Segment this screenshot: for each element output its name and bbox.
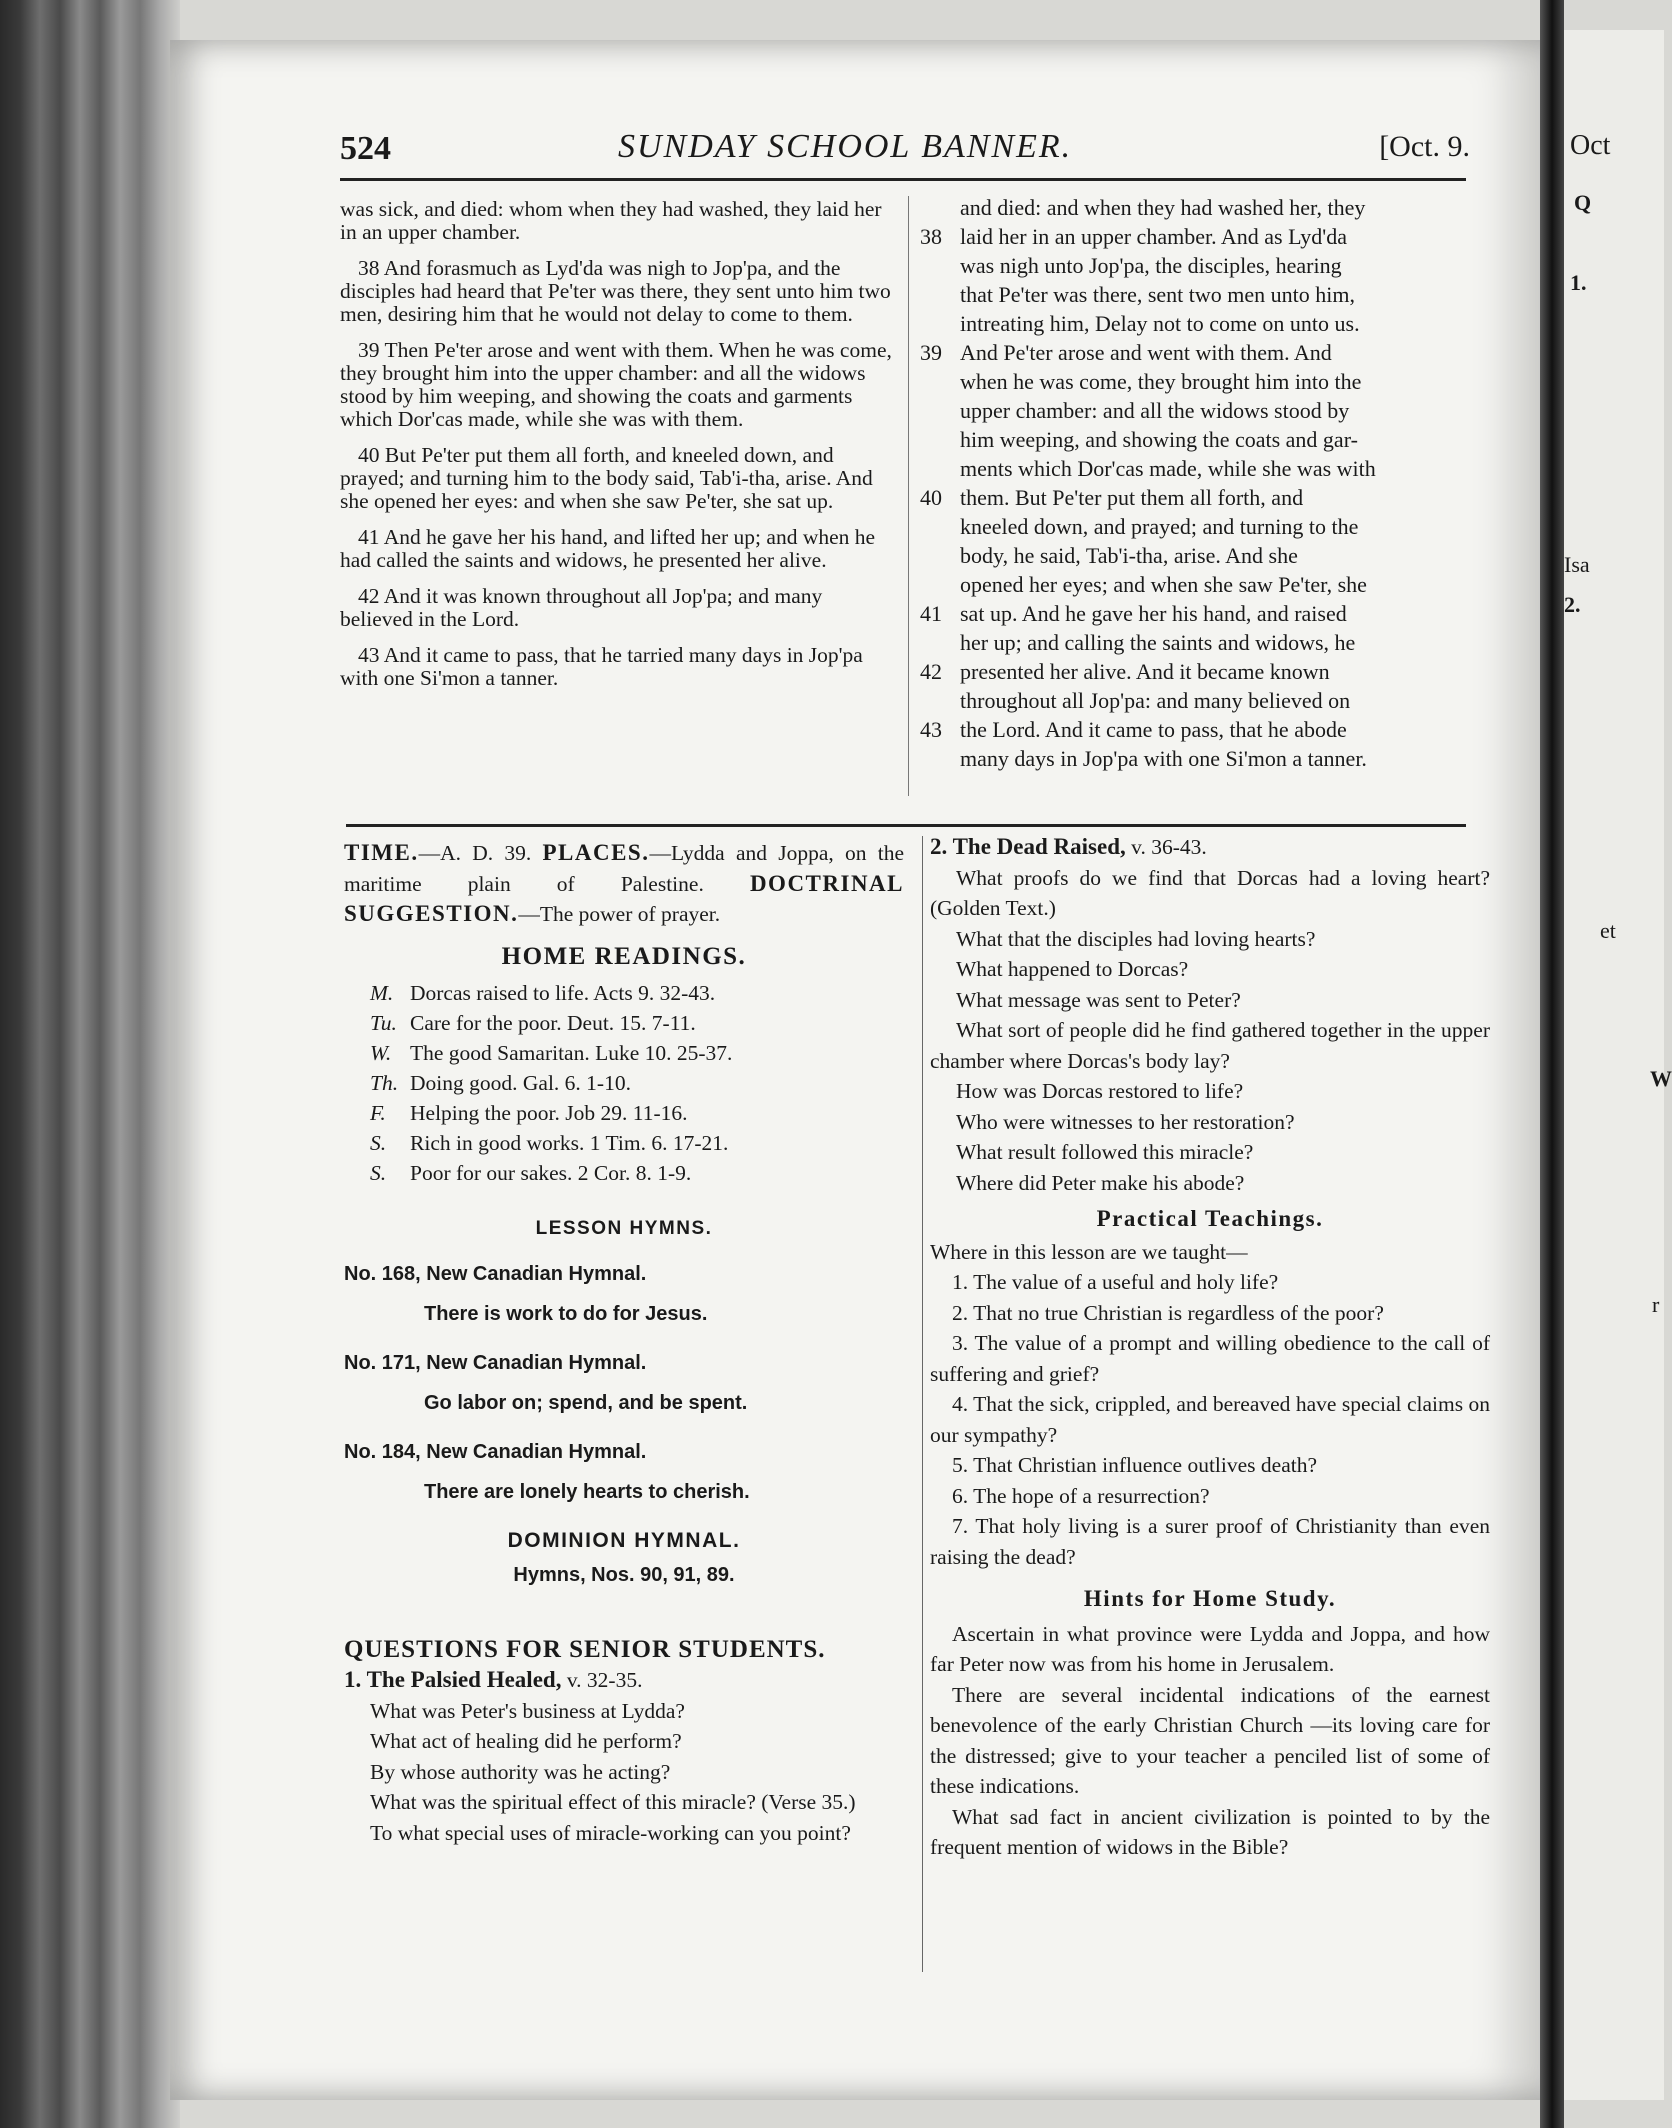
practical-intro: Where in this lesson are we taught—	[930, 1239, 1248, 1264]
facing-page-edge	[1564, 30, 1672, 2100]
reading-text: Care for the poor. Deut. 15. 7-11.	[410, 1011, 696, 1035]
question: What message was sent to Peter?	[956, 987, 1241, 1012]
practical-item: 4. That the sick, crippled, and bereaved have special claims on our sympathy?	[930, 1392, 1490, 1447]
practical-teachings-list	[930, 1267, 1490, 1572]
section-1-title: 1. The Palsied Healed,	[344, 1667, 562, 1692]
verse-37-end: was sick, and died: whom when they had washed, they laid her in an upper chamber.	[340, 197, 882, 244]
kjv-line-text: kneeled down, and prayed; and turning to the	[960, 514, 1359, 539]
verse-number: 38	[920, 224, 942, 249]
kjv-line-text: when he was come, they brought him into the	[960, 369, 1362, 394]
reading-text: Doing good. Gal. 6. 1-10.	[410, 1071, 631, 1095]
kjv-line-text: presented her alive. And it became known	[960, 659, 1330, 684]
section-rule	[346, 824, 1466, 827]
kjv-line-text: laid her in an upper chamber. And as Lyd'da	[960, 224, 1348, 249]
reading-text: Poor for our sakes. 2 Cor. 8. 1-9.	[410, 1161, 692, 1185]
kjv-line	[920, 312, 1480, 341]
section-2-title: 2. The Dead Raised,	[930, 834, 1126, 859]
kjv-line-text: was nigh unto Jop'pa, the disciples, hearing	[960, 253, 1342, 278]
practical-teachings-title: Practical Teachings.	[1096, 1206, 1324, 1231]
verse-41: 41 And he gave her his hand, and lifted her up; and when he had called the saints and widows, he presented her alive.	[340, 525, 876, 572]
hymns-list	[344, 1259, 904, 1508]
facing-page-q: Q	[1574, 190, 1592, 215]
kjv-line	[920, 428, 1480, 457]
revised-version-text	[340, 198, 895, 703]
facing-page-n1: 1.	[1570, 270, 1587, 295]
page-number: 524	[340, 130, 391, 167]
reading-day: S.	[370, 1161, 387, 1185]
question: What act of healing did he perform?	[370, 1729, 682, 1753]
reading-day: W.	[370, 1041, 392, 1065]
places-label: PLACES.	[542, 840, 650, 865]
verse-number: 39	[920, 340, 942, 365]
question: Where did Peter make his abode?	[956, 1170, 1245, 1195]
facing-page-header: Oct	[1570, 130, 1611, 161]
kjv-line	[920, 457, 1480, 486]
reading-text: Rich in good works. 1 Tim. 6. 17-21.	[410, 1131, 729, 1155]
kjv-line-text: throughout all Jop'pa: and many believed on	[960, 688, 1351, 713]
practical-item: 1. The value of a useful and holy life?	[952, 1270, 1279, 1294]
home-reading-item	[370, 1038, 904, 1068]
question: Who were witnesses to her restoration?	[956, 1109, 1295, 1134]
home-reading-item	[370, 978, 904, 1008]
kjv-line-text: opened her eyes; and when she saw Pe'ter, she	[960, 572, 1367, 597]
authorized-version-text	[920, 196, 1480, 776]
kjv-line-text: many days in Jop'pa with one Si'mon a tanner.	[960, 746, 1367, 771]
hints-title: Hints for Home Study.	[1083, 1586, 1337, 1611]
issue-date: [Oct. 9.	[1379, 130, 1470, 163]
question: How was Dorcas restored to life?	[956, 1079, 1244, 1103]
lesson-notes-left	[344, 838, 904, 1848]
section-1-questions	[344, 1696, 904, 1849]
doctrinal-text: —The power of prayer.	[518, 902, 721, 926]
verse-40: 40 But Pe'ter put them all forth, and kneeled down, and prayed; and turning him to the body said, Tab'i-tha, arise. And she opened her eyes: and when she saw Pe'ter, she sat up.	[340, 443, 873, 513]
question: What sort of people did he find gathered together in the upper chamber where Dorcas's body lay?	[930, 1018, 1490, 1073]
reading-day: M.	[370, 981, 394, 1005]
facing-page-et: et	[1600, 918, 1616, 943]
kjv-line	[920, 341, 1480, 370]
kjv-line	[920, 602, 1480, 631]
kjv-line-text: And Pe'ter arose and went with them. And	[960, 340, 1332, 365]
facing-page-isa: Isa	[1564, 552, 1590, 577]
reading-day: F.	[370, 1101, 386, 1125]
kjv-line	[920, 196, 1480, 225]
question: What happened to Dorcas?	[956, 957, 1189, 981]
question: What was Peter's business at Lydda?	[370, 1698, 685, 1723]
practical-item: 3. The value of a prompt and willing obedience to the call of suffering and grief?	[930, 1331, 1490, 1386]
kjv-line-text: upper chamber: and all the widows stood by	[960, 398, 1350, 423]
verse-38: 38 And forasmuch as Lyd'da was nigh to Jop'pa, and the disciples had heard that Pe'ter was there, they sent unto him two men, desiring him that he would not delay to come to them.	[340, 256, 891, 326]
home-reading-item	[370, 1008, 904, 1038]
question: What was the spiritual effect of this miracle? (Verse 35.)	[370, 1790, 856, 1814]
kjv-line	[920, 747, 1480, 776]
home-reading-item	[370, 1128, 904, 1158]
kjv-line-text: body, he said, Tab'i-tha, arise. And she	[960, 543, 1298, 568]
home-reading-item	[370, 1098, 904, 1128]
home-readings-list	[344, 978, 904, 1188]
time-label: TIME.	[344, 840, 419, 865]
kjv-line-text: intreating him, Delay not to come on unto us.	[960, 311, 1360, 336]
hymn-number: No. 171, New Canadian Hymnal.	[344, 1351, 647, 1374]
reading-text: Dorcas raised to life. Acts 9. 32-43.	[410, 981, 716, 1005]
hint-paragraph: What sad fact in ancient civilization is pointed to by the frequent mention of widows in the Bible?	[930, 1804, 1490, 1859]
kjv-line	[920, 515, 1480, 544]
kjv-line	[920, 254, 1480, 283]
lesson-notes-right	[930, 832, 1490, 1863]
column-divider-upper	[908, 196, 909, 796]
kjv-line	[920, 399, 1480, 428]
hymn-first-line: There is work to do for Jesus.	[424, 1303, 708, 1325]
doctrinal-label: DOCTRINAL SUGGESTION.	[344, 870, 905, 926]
home-reading-item	[370, 1068, 904, 1098]
kjv-line	[920, 486, 1480, 515]
section-2-questions	[930, 863, 1490, 1199]
hymn-first-line: There are lonely hearts to cherish.	[424, 1481, 750, 1503]
reading-day: Th.	[370, 1071, 399, 1095]
hymn-first-line: Go labor on; spend, and be spent.	[424, 1392, 748, 1414]
kjv-line	[920, 573, 1480, 602]
home-readings-title: HOME READINGS.	[501, 942, 747, 970]
dominion-hymnal-title: DOMINION HYMNAL.	[507, 1528, 741, 1552]
kjv-line-text: her up; and calling the saints and widows, he	[960, 630, 1356, 655]
page-header	[340, 120, 1470, 170]
practical-item: 7. That holy living is a surer proof of Christianity than even raising the dead?	[930, 1514, 1490, 1569]
section-2-ref: v. 36-43.	[1131, 835, 1207, 859]
hymn-number: No. 184, New Canadian Hymnal.	[344, 1440, 647, 1463]
verse-42: 42 And it was known throughout all Jop'pa; and many believed in the Lord.	[340, 584, 823, 631]
book-page-edges	[0, 0, 180, 2128]
kjv-line-text: ments which Dor'cas made, while she was with	[960, 456, 1376, 481]
question: What result followed this miracle?	[956, 1140, 1254, 1164]
header-rule	[340, 178, 1466, 181]
verse-number: 41	[920, 601, 942, 626]
kjv-line	[920, 718, 1480, 747]
question: What that the disciples had loving hearts?	[956, 926, 1316, 951]
kjv-line	[920, 370, 1480, 399]
kjv-line-text: them. But Pe'ter put them all forth, and	[960, 485, 1304, 510]
practical-item: 2. That no true Christian is regardless of the poor?	[952, 1300, 1384, 1325]
kjv-line-text: him weeping, and showing the coats and gar-	[960, 427, 1358, 452]
facing-page-w: W	[1650, 1066, 1672, 1091]
hint-paragraph: There are several incidental indications of the earnest benevolence of the early Christian Church —its loving care for the distressed; give to your teacher a penciled list of some of these indications.	[930, 1682, 1490, 1798]
kjv-line	[920, 689, 1480, 718]
verse-number: 43	[920, 717, 942, 742]
verse-number: 40	[920, 485, 942, 510]
kjv-line-text: and died: and when they had washed her, they	[960, 195, 1366, 220]
kjv-line	[920, 660, 1480, 689]
kjv-line	[920, 631, 1480, 660]
publication-title: SUNDAY SCHOOL BANNER.	[618, 128, 1073, 165]
reading-text: Helping the poor. Job 29. 11-16.	[410, 1101, 688, 1125]
column-divider-lower	[922, 836, 923, 1972]
verse-number: 42	[920, 659, 942, 684]
kjv-line-text: that Pe'ter was there, sent two men unto him,	[960, 282, 1355, 307]
time-text: —A. D. 39.	[418, 841, 532, 865]
kjv-line	[920, 225, 1480, 254]
hint-paragraph: Ascertain in what province were Lydda and Joppa, and how far Peter now was from his home in Jerusalem.	[930, 1621, 1490, 1676]
reading-day: Tu.	[370, 1011, 397, 1035]
kjv-line-text: sat up. And he gave her his hand, and raised	[960, 601, 1347, 626]
lesson-hymns-title: LESSON HYMNS.	[535, 1218, 713, 1239]
home-reading-item	[370, 1158, 904, 1188]
kjv-line	[920, 544, 1480, 573]
reading-day: S.	[370, 1131, 387, 1155]
facing-page-n2: 2.	[1564, 592, 1581, 617]
kjv-line-text: the Lord. And it came to pass, that he abode	[960, 717, 1347, 742]
section-1-ref: v. 32-35.	[566, 1668, 643, 1692]
reading-text: The good Samaritan. Luke 10. 25-37.	[410, 1041, 733, 1065]
practical-item: 6. The hope of a resurrection?	[952, 1483, 1210, 1508]
book-gutter	[1540, 0, 1564, 2128]
hymn-number: No. 168, New Canadian Hymnal.	[344, 1262, 647, 1285]
practical-item: 5. That Christian influence outlives death?	[952, 1453, 1318, 1477]
verse-43: 43 And it came to pass, that he tarried many days in Jop'pa with one Si'mon a tanner.	[340, 643, 863, 690]
question: What proofs do we find that Dorcas had a loving heart? (Golden Text.)	[930, 865, 1490, 920]
verse-39: 39 Then Pe'ter arose and went with them. When he was come, they brought him into the upper chamber: and all the widows stood by him weeping, and showing the coats and garments which Dor'cas made, while she was with them.	[340, 338, 892, 431]
question: By whose authority was he acting?	[370, 1759, 671, 1784]
facing-page-r: r	[1652, 1292, 1660, 1317]
kjv-line	[920, 283, 1480, 312]
senior-questions-title: QUESTIONS FOR SENIOR STUDENTS.	[344, 1635, 826, 1663]
places-text: —Lydda and Joppa, on the maritime plain of Palestine.	[344, 841, 904, 896]
dominion-hymns: Hymns, Nos. 90, 91, 89.	[513, 1564, 735, 1586]
hints-list	[930, 1619, 1490, 1863]
question: To what special uses of miracle-working can you point?	[370, 1820, 851, 1845]
